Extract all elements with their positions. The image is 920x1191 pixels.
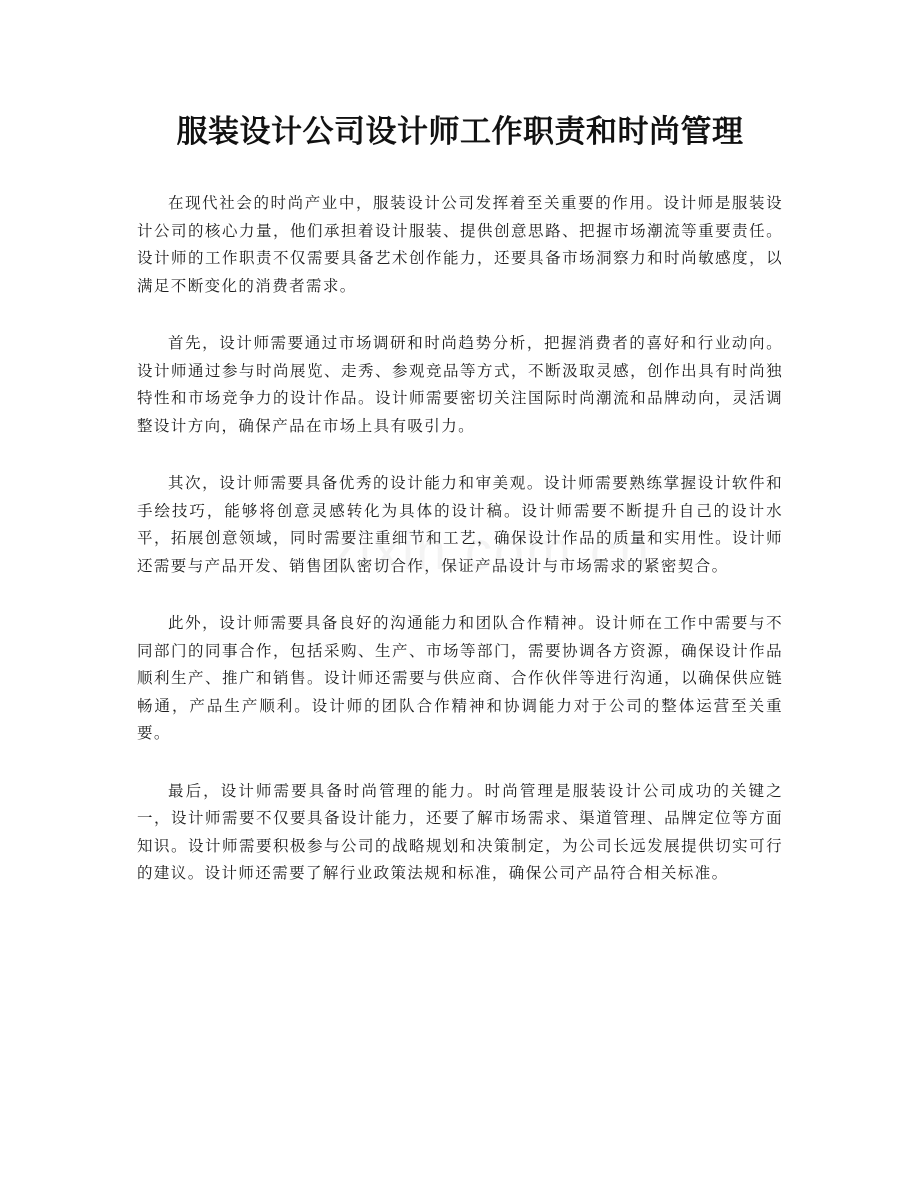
paragraph-first: 首先，设计师需要通过市场调研和时尚趋势分析，把握消费者的喜好和行业动向。设计师通过参与时尚展览、走秀、参观竞品等方式，不断汲取灵感，创作出具有时尚独特性和市场竞争力的设计作品。设计师需要密切关注国际时尚潮流和品牌动向，灵活调整设计方向，确保产品在市场上具有吸引力。: [137, 334, 783, 435]
paragraph-intro: 在现代社会的时尚产业中，服装设计公司发挥着至关重要的作用。设计师是服装设计公司的核心力量，他们承担着设计服装、提供创意思路、把握市场潮流等重要责任。设计师的工作职责不仅需要具备艺术创作能力，还要具备市场洞察力和时尚敏感度，以满足不断变化的消费者需求。: [137, 194, 783, 295]
document-title: 服装设计公司设计师工作职责和时尚管理: [176, 114, 744, 150]
paragraph-final: 最后，设计师需要具备时尚管理的能力。时尚管理是服装设计公司成功的关键之一，设计师需要不仅要具备设计能力，还要了解市场需求、渠道管理、品牌定位等方面知识。设计师需要积极参与公司的战略规划和决策制定，为公司长远发展提供切实可行的建议。设计师还需要了解行业政策法规和标准，确保公司产品符合相关标准。: [137, 781, 783, 882]
paragraph-third: 此外，设计师需要具备良好的沟通能力和团队合作精神。设计师在工作中需要与不同部门的同事合作，包括采购、生产、市场等部门，需要协调各方资源，确保设计作品顺利生产、推广和销售。设计师还需要与供应商、合作伙伴等进行沟通，以确保供应链畅通，产品生产顺利。设计师的团队合作精神和协调能力对于公司的整体运营至关重要。: [137, 614, 783, 742]
paragraph-second: 其次，设计师需要具备优秀的设计能力和审美观。设计师需要熟练掌握设计软件和手绘技巧，能够将创意灵感转化为具体的设计稿。设计师需要不断提升自己的设计水平，拓展创意领域，同时需要注重细节和工艺，确保设计作品的质量和实用性。设计师还需要与产品开发、销售团队密切合作，保证产品设计与市场需求的紧密契合。: [137, 474, 783, 575]
